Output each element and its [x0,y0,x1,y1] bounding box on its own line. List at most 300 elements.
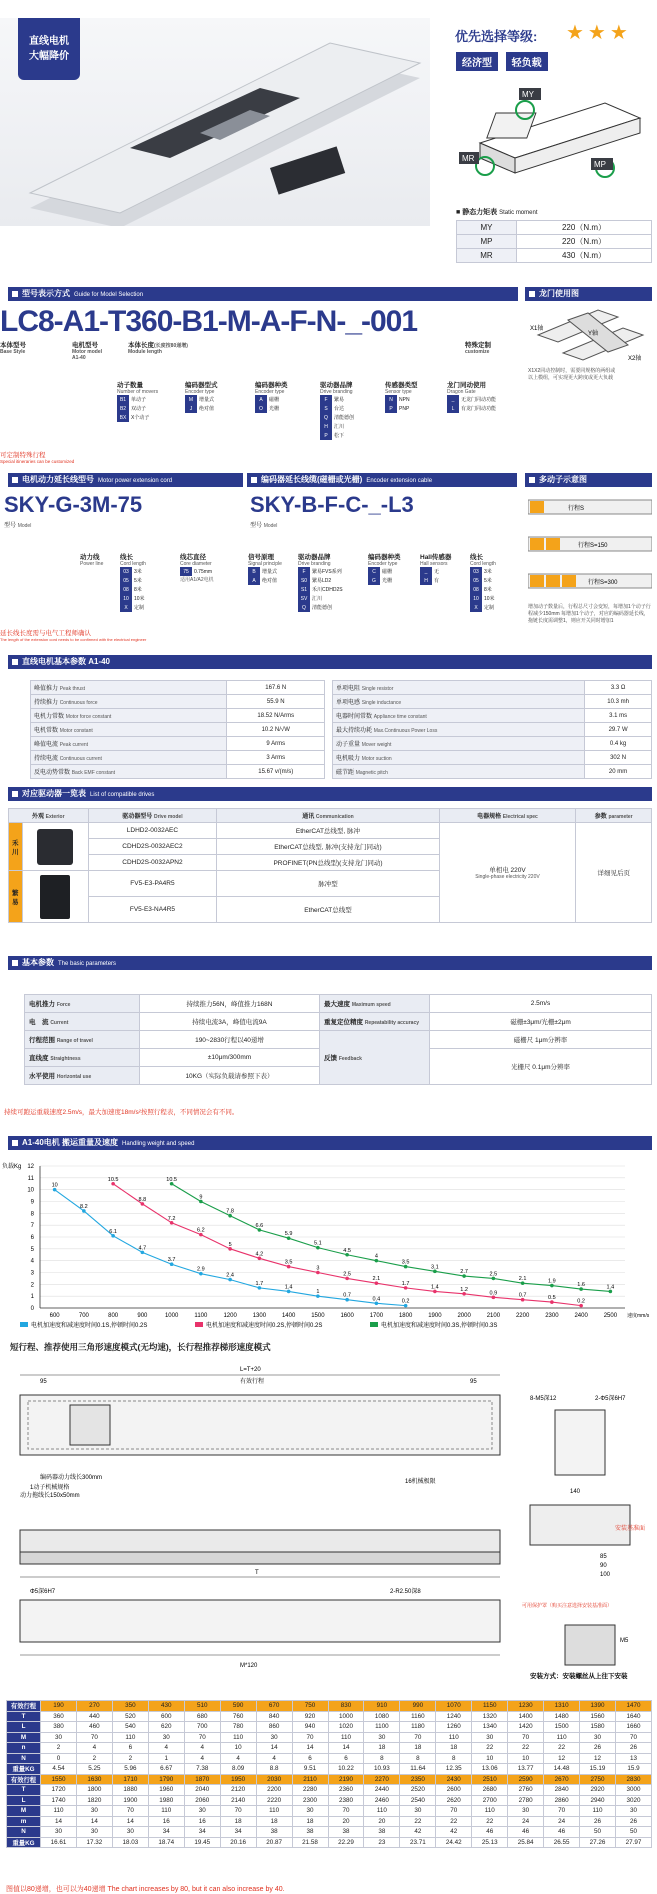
dimension-cell: 30 [580,1732,616,1743]
y-tick-label: 8 [30,1211,34,1218]
dimension-row-label: m [7,1816,41,1827]
svg-text:95: 95 [40,1379,47,1385]
dimension-cell: 30 [148,1732,184,1743]
svg-text:M5: M5 [620,1638,629,1644]
dimension-cell: 2280 [292,1785,328,1796]
enc-brand-options: 驱动器品牌 Drive branding F 繁易FVS系列 S0 繁易LD2 S1 禾川CDHD2S SV 汇川 Q 清能德创 [298,554,343,611]
dimension-cell: 110 [328,1732,364,1743]
dimension-cell: 2220 [256,1795,292,1806]
chart-header: A1-40电机 搬运重量及速度 Handling weight and speed [8,1136,652,1150]
dimension-row-label: T [7,1785,41,1796]
dimension-cell: 26 [580,1816,616,1827]
y-tick-label: 9 [30,1199,34,1206]
x-tick-label: 900 [137,1313,148,1319]
dimension-cell: 14 [41,1816,77,1827]
data-label: 4.2 [255,1251,264,1258]
x-axis-label: 速度mm/s [627,1313,650,1319]
data-label: 3.1 [431,1264,439,1271]
dimension-cell: 14 [76,1816,112,1827]
dimension-cell: 2190 [328,1774,364,1785]
dimension-cell: 30 [41,1732,77,1743]
dimension-cell: 22 [544,1743,580,1754]
dimension-cell: 18 [400,1743,436,1754]
dimension-cell: 70 [328,1806,364,1817]
dimension-cell: 24 [544,1816,580,1827]
dimension-cell: 920 [292,1711,328,1722]
price-drop-badge [18,18,80,80]
dimension-cell: 2520 [400,1785,436,1796]
dimension-cell: 14 [112,1816,148,1827]
data-label: 0.5 [548,1295,556,1302]
dimension-cell: 9.51 [292,1764,328,1775]
param-row: 反电动势常数 Back EMF constant 15.67 v/(m/s) [31,765,325,779]
dimension-cell: 22 [400,1816,436,1827]
dimension-cell: 18.03 [112,1837,148,1848]
legend-label: 电机加速度和减速度时间0.3S,停顿时间0.3S [381,1323,498,1329]
dimension-cell: 110 [436,1732,472,1743]
data-label: 5.9 [284,1231,293,1238]
dimension-cell: 4 [220,1753,256,1764]
dimension-cell: 2750 [580,1774,616,1785]
x-tick-label: 600 [49,1313,60,1319]
dimension-cell: 6 [292,1753,328,1764]
dimension-cell: 2700 [472,1795,508,1806]
data-label: 1.6 [577,1282,585,1289]
svg-text:可用保护罩（购买注意选择安装基准面）: 可用保护罩（购买注意选择安装基准面） [522,1603,613,1609]
dimension-cell: 2120 [220,1785,256,1796]
dimension-cell: 2 [76,1753,112,1764]
dimension-row-label: M [7,1806,41,1817]
x-tick-label: 1100 [194,1313,208,1319]
dimension-cell: 1480 [544,1711,580,1722]
dimension-cell: 34 [148,1827,184,1838]
data-label: 8.8 [138,1196,147,1203]
dimension-cell: 110 [364,1806,400,1817]
dimension-cell: 2940 [580,1795,616,1806]
y-axis-label: 负载Kg [2,1164,22,1170]
param-row: 峰值电流 Peak current 9 Arms [31,737,325,751]
x-tick-label: 1400 [281,1313,296,1319]
drive-row: 繁易 FV5-E3-PA4R5 脉冲型 [9,871,652,897]
dimension-cell: 2670 [544,1774,580,1785]
data-label: 0.7 [518,1292,527,1299]
star-rating: ★★★ [566,22,632,44]
dimension-cell: 46 [508,1827,544,1838]
dimension-cell: 1160 [400,1711,436,1722]
dimension-cell: 2140 [220,1795,256,1806]
dimension-cell: 1950 [220,1774,256,1785]
data-label: 10.5 [166,1176,177,1183]
dimension-cell: 1720 [41,1785,77,1796]
svg-text:MY: MY [522,90,534,99]
dimension-cell: 30 [76,1806,112,1817]
label-motor: 电机型号 Motor model A1-40 [72,342,102,361]
dimension-cell: 18 [292,1816,328,1827]
encoder-cable-code: SKY-B-F-C-_-L3 [250,492,414,517]
drive-row: CDHD2S-0032APN2 PROFINET(PN总线型)(支持龙门同动) [9,855,652,871]
dimension-cell: 1960 [148,1785,184,1796]
basic-table: 电机推力 Force 持续推力56N，峰值推力168N 最大速度 Maximum speed 2.5m/s 电 流 Current 持续电流3A，峰值电流9A 重复定位精度 Repeatability accuracy 磁栅±3μm/光栅±2μm 行程范围 Range of travel 190~2830行程以40递增 反馈 Feedback 磁栅尺 1μm分辨率 直线度 Straightness ±10μm/300mm 光栅尺 0.1μm分辨率 水平使用 Horizontal use 10KG（实际负载请参照下表） [24,994,652,1085]
moment-table-title: ■ 静态力矩表 Static moment [456,209,538,216]
dimension-cell: 2780 [508,1795,544,1806]
dimension-cell: 1 [148,1753,184,1764]
dimension-cell: 70 [400,1732,436,1743]
data-label: 0.2 [401,1298,410,1305]
dimension-cell: 110 [220,1732,256,1743]
dimension-cell: 18 [256,1816,292,1827]
encoder-cable-header: 编码器延长线缆(磁栅或光栅) Encoder extension cable [247,473,517,487]
svg-text:2-Φ5深6H7: 2-Φ5深6H7 [595,1396,626,1402]
dimension-cell: 2600 [436,1785,472,1796]
dimension-cell: 70 [508,1732,544,1743]
dimension-cell: 22 [436,1816,472,1827]
motor-params-left [30,680,325,779]
label-length: 本体长度(长度按80递增) Module length [128,342,188,355]
data-label: 8.2 [80,1203,88,1210]
dimension-cell: 30 [41,1827,77,1838]
dimension-cell: 34 [184,1827,220,1838]
dimension-cell: 12 [544,1753,580,1764]
dimension-cell: 14 [292,1743,328,1754]
dimension-cell: 14.48 [544,1764,580,1775]
dimension-cell: 7.38 [184,1764,220,1775]
x-tick-label: 1000 [164,1313,179,1319]
dimension-cell: 2540 [400,1795,436,1806]
dimension-cell: 14 [328,1743,364,1754]
dimension-cell: 46 [544,1827,580,1838]
data-label: 3.7 [167,1257,176,1264]
dimension-cell: 15.9 [616,1764,652,1775]
dimension-cell: 110 [112,1732,148,1743]
dimension-cell: 26 [580,1743,616,1754]
svg-text:行程S: 行程S [568,506,585,512]
dimension-cell: 17.32 [76,1837,112,1848]
dimension-cell: 70 [184,1732,220,1743]
movers-diagram: 行程S 行程S=150 行程S=300 增加动子数量后，行程总尺寸会变短，每增加1个动子行程减少150mm 每增加1个动子，对应的编码器延长线，拖链长度需调整1，则应开关同时增加1 [528,492,652,652]
enc-type-options: 编码器种类 Encoder type C 磁栅 G 光栅 [368,554,401,584]
data-label: 3.5 [284,1259,293,1266]
dimension-cell: 42 [436,1827,472,1838]
param-row: 持续推力 Continuous force 55.9 N [31,695,325,709]
dimension-cell: 2460 [364,1795,400,1806]
param-row: 磁节距 Magnetic pitch 20 mm [333,765,652,779]
x-tick-label: 2100 [486,1313,501,1319]
dimension-row [7,1827,652,1838]
dimension-cell: 22.29 [328,1837,364,1848]
dimension-cell: 750 [292,1701,328,1712]
label-enc-model: 型号 Model [250,523,278,529]
sensor-type-options: 传感器类型 Sensor type N NPN P PNP [385,382,418,412]
drive-row: FV5-E3-NA4R5 EtherCAT总线型 [9,897,652,923]
model-section-header: 型号表示方式 Guide for Model Selection [8,287,518,301]
dimension-cell: 460 [76,1722,112,1733]
dimension-cell: 990 [400,1701,436,1712]
dimension-cell: 13 [616,1753,652,1764]
svg-text:2-R2.50深8: 2-R2.50深8 [390,1589,421,1595]
dimension-row [7,1785,652,1796]
dimension-row-label: T [7,1711,41,1722]
dimension-cell: 350 [112,1701,148,1712]
dimension-cell: 24.42 [436,1837,472,1848]
data-label: 1 [316,1289,320,1296]
dimension-cell: 8 [436,1753,472,1764]
svg-text:100: 100 [600,1572,611,1578]
dimension-cell: 12.35 [436,1764,472,1775]
dimension-cell: 2350 [400,1774,436,1785]
dimension-cell: 1260 [436,1722,472,1733]
dimension-cell: 190 [41,1701,77,1712]
dimension-cell: 8 [364,1753,400,1764]
dimension-cell: 18 [436,1743,472,1754]
y-tick-label: 6 [30,1235,34,1241]
model-code: LC8-A1-T360-B1-M-A-F-N-_-001 [0,305,418,338]
dimension-cell: 830 [328,1701,364,1712]
data-label: 10.5 [107,1176,119,1183]
dimension-cell: 1310 [544,1701,580,1712]
param-row: 电机力常数 Motor force constant 18.52 N/Arms [31,709,325,723]
dimension-row-label: N [7,1827,41,1838]
svg-text:Y轴: Y轴 [588,331,599,337]
dimension-cell: 30 [616,1806,652,1817]
cable-power-label: 动力线 Power line [80,554,104,567]
hall-options: Hall传感器 Hall sensors _ 无 H 有 [420,554,452,584]
svg-text:安装方式：安装螺丝从上往下安装: 安装方式：安装螺丝从上往下安装 [530,1673,628,1680]
dimension-cell: 0 [41,1753,77,1764]
data-label: 6.1 [109,1228,117,1235]
param-row: 单项电感 Single inductance 10.3 mh [333,695,652,709]
x-tick-label: 700 [78,1313,89,1319]
dimension-row [7,1816,652,1827]
dimension-cell: 1710 [112,1774,148,1785]
x-tick-label: 2300 [545,1313,559,1319]
x-tick-label: 1900 [428,1313,442,1319]
dimension-cell: 26 [616,1743,652,1754]
data-label: 4.5 [343,1247,351,1254]
data-label: 7.8 [226,1208,234,1215]
dimension-cell: 4.54 [41,1764,77,1775]
badge-line2: 大幅降价 [29,51,69,62]
data-label: 1.4 [606,1284,615,1291]
param-row: 单项电阻 Single resistor 3.3 Ω [333,681,652,695]
dimension-cell: 5.96 [112,1764,148,1775]
dimension-cell: 2760 [508,1785,544,1796]
dimension-cell: 30 [256,1732,292,1743]
dimension-cell: 1320 [472,1711,508,1722]
legend-label: 电机加速度和减速度时间0.1S,停顿时间0.2S [31,1323,148,1329]
dimension-cell: 1980 [148,1795,184,1806]
dimension-cell: 2110 [292,1774,328,1785]
data-label: 2.7 [460,1269,468,1276]
dimension-cell: 270 [76,1701,112,1712]
dimension-cell: 8.8 [256,1764,292,1775]
dimension-cell: 430 [148,1701,184,1712]
dimension-cell: 1390 [580,1701,616,1712]
cable-note: 延长线长度需与电气工程师确认 The length of the extension cord needs to be confirmed with the electrical engineer [0,630,147,642]
dimension-cell: 8.09 [220,1764,256,1775]
dimension-cell: 2030 [256,1774,292,1785]
technical-drawing [0,1355,657,1685]
y-tick-label: 12 [27,1164,34,1170]
dimension-cell: 1230 [508,1701,544,1712]
dimension-cell: 26.55 [544,1837,580,1848]
basic-header: 基本参数 The basic parameters [8,956,652,970]
badge-line1: 直线电机 [29,36,69,47]
label-custom: 特殊定制 customize [465,342,491,355]
gantry-options: 龙门同动使用 Dragon Gate _ 无龙门同动功能 L 有龙门同动功能 [447,382,497,412]
dimension-cell: 3020 [616,1795,652,1806]
dimension-cell: 27.97 [616,1837,652,1848]
label-cable-model: 型号 Model [4,523,32,529]
dimension-cell: 1630 [76,1774,112,1785]
drive-row: CDHD2S-0032AEC2 EtherCAT总线型, 脉冲(支持龙门同动) [9,839,652,855]
dimension-cell: 3000 [616,1785,652,1796]
x-tick-label: 1700 [369,1313,384,1319]
dimension-cell: 30 [400,1806,436,1817]
cable-length-options: 线长 Cord length 03 3米 05 5米 08 8米 10 10米 X 定制 [120,554,146,611]
dimension-cell: 34 [220,1827,256,1838]
dimension-cell: 10.22 [328,1764,364,1775]
data-label: 2.1 [518,1276,527,1283]
x-tick-label: 2000 [457,1313,471,1319]
legend-swatch [195,1322,203,1327]
dimension-cell: 4 [76,1743,112,1754]
y-tick-label: 1 [30,1294,34,1301]
dimension-cell: 14 [256,1743,292,1754]
dimension-cell: 760 [220,1711,256,1722]
y-tick-label: 7 [30,1223,34,1230]
svg-text:编码器动力线长300mm: 编码器动力线长300mm [40,1475,103,1481]
dimension-row [7,1764,652,1775]
drives-header: 对应驱动器一览表 List of compatible drives [8,787,652,801]
param-row: 电器时间常数 Appliance time constant 3.1 ms [333,709,652,723]
x-tick-label: 1600 [340,1313,354,1319]
moment-diagram [455,88,645,198]
dimension-cell: 1500 [544,1722,580,1733]
dimension-cell: 24 [508,1816,544,1827]
dimension-cell: 2440 [364,1785,400,1796]
dimension-cell: 2060 [184,1795,220,1806]
drives-table: 外观 Exterior 驱动器型号 Drive model 通讯 Communication 电器规格 Electrical spec 参数 parameter 禾川 LDHD2-0032AEC EtherCAT总线型, 脉冲 单相电 220V Single-phase electricity 220V 详细见后页 CDHD2S-0032AEC2 EtherCAT总线型, 脉冲(支持龙门同动) CDHD2S-0032APN2 PROFINET(PN总线型)(支持龙门同动) 繁易 FV5-E3-PA4R5 脉冲型 FV5-E3-NA4R5 EtherCAT总线型 [8,808,652,923]
dimension-row-label: 有效行程 [7,1701,41,1712]
data-label: 7.2 [167,1215,176,1222]
dimension-cell: 4 [184,1753,220,1764]
dimension-cell: 1900 [112,1795,148,1806]
dimension-cell: 1080 [364,1711,400,1722]
dimension-cell: 4 [256,1753,292,1764]
data-label: 1.7 [255,1280,264,1287]
dimension-cell: 27.26 [580,1837,616,1848]
dimension-cell: 540 [112,1722,148,1733]
dimension-row-label: 有效行程 [7,1774,41,1785]
dimension-cell: 110 [148,1806,184,1817]
dimension-cell: 8 [400,1753,436,1764]
dimension-cell: 30 [184,1806,220,1817]
dimension-cell: 2920 [580,1785,616,1796]
y-tick-label: 2 [30,1282,34,1289]
dimension-cell: 1800 [76,1785,112,1796]
dimension-row [7,1774,652,1785]
svg-text:X1轴: X1轴 [530,326,544,332]
dimension-row-label: L [7,1795,41,1806]
dimension-row-label: 重量KG [7,1837,41,1848]
dimension-cell: 23 [364,1837,400,1848]
dimension-cell: 30 [472,1732,508,1743]
svg-text:MP: MP [594,160,606,169]
dimension-cell: 70 [76,1732,112,1743]
label-base: 本体型号 Base Style [0,342,26,355]
dimension-cell: 46 [472,1827,508,1838]
dimension-cell: 50 [580,1827,616,1838]
svg-text:1动子机械规格: 1动子机械规格 [30,1485,70,1491]
data-label: 1.4 [284,1284,293,1291]
dimension-cell: 110 [41,1806,77,1817]
svg-text:8-M5深12: 8-M5深12 [530,1396,557,1402]
param-row: 动子重量 Mover weight 0.4 kg [333,737,652,751]
dimension-cell: 520 [112,1711,148,1722]
data-label: 6.6 [255,1222,264,1229]
dimension-row [7,1753,652,1764]
dimension-cell: 4 [148,1743,184,1754]
data-label: 9 [199,1194,203,1201]
dimension-cell: 2620 [436,1795,472,1806]
preference-title: 优先选择等级: [455,29,538,44]
param-row: 最大持续功耗 Max.Continuous Power Loss 29.7 W [333,723,652,737]
dimension-cell: 110 [256,1806,292,1817]
drawing-note: 短行程、推荐使用三角形速度模式(无均速)，长行程推荐梯形速度模式 [10,1342,271,1352]
data-label: 0.4 [372,1296,381,1303]
dimension-cell: 1470 [616,1701,652,1712]
svg-text:M*120: M*120 [240,1663,258,1669]
dimension-cell: 2270 [364,1774,400,1785]
dimension-cell: 910 [364,1701,400,1712]
dimension-row [7,1795,652,1806]
dimension-cell: 70 [112,1806,148,1817]
dimension-cell: 15.19 [580,1764,616,1775]
dimension-cell: 1820 [76,1795,112,1806]
dimension-cell: 20.87 [256,1837,292,1848]
x-tick-label: 1800 [398,1313,413,1319]
svg-text:行程S=300: 行程S=300 [588,580,618,586]
dimension-row-label: M [7,1732,41,1743]
dimension-cell: 19.45 [184,1837,220,1848]
dimension-cell: 20 [328,1816,364,1827]
y-tick-label: 3 [30,1270,34,1277]
dimension-cell: 1580 [580,1722,616,1733]
dimension-cell: 4 [184,1743,220,1754]
dimension-cell: 38 [256,1827,292,1838]
data-label: 3 [316,1265,320,1272]
motor-cable-code: SKY-G-3M-75 [4,492,143,517]
moment-row: MP 220（N.m） [457,235,652,249]
svg-text:T: T [255,1570,259,1576]
dimension-cell: 680 [184,1711,220,1722]
dimension-cell: 2 [112,1753,148,1764]
dimension-cell: 1000 [328,1711,364,1722]
drive-row: 禾川 LDHD2-0032AEC EtherCAT总线型, 脉冲 单相电 220V Single-phase electricity 220V 详细见后页 [9,823,652,839]
moment-table [456,220,652,263]
dimension-cell: 700 [184,1722,220,1733]
x-tick-label: 1200 [223,1313,237,1319]
dimension-cell: 6 [328,1753,364,1764]
dimension-cell: 2360 [328,1785,364,1796]
enc-length-options: 线长 Cord length 03 3米 05 5米 08 8米 10 10米 X 定制 [470,554,496,611]
light-load-tag: 轻负载 [506,52,548,71]
x-tick-label: 2500 [603,1313,618,1319]
dimension-cell: 940 [292,1722,328,1733]
dimension-cell: 1550 [41,1774,77,1785]
motor-params-header: 直线电机基本参数 A1-40 [8,655,652,669]
svg-text:95: 95 [470,1379,477,1385]
